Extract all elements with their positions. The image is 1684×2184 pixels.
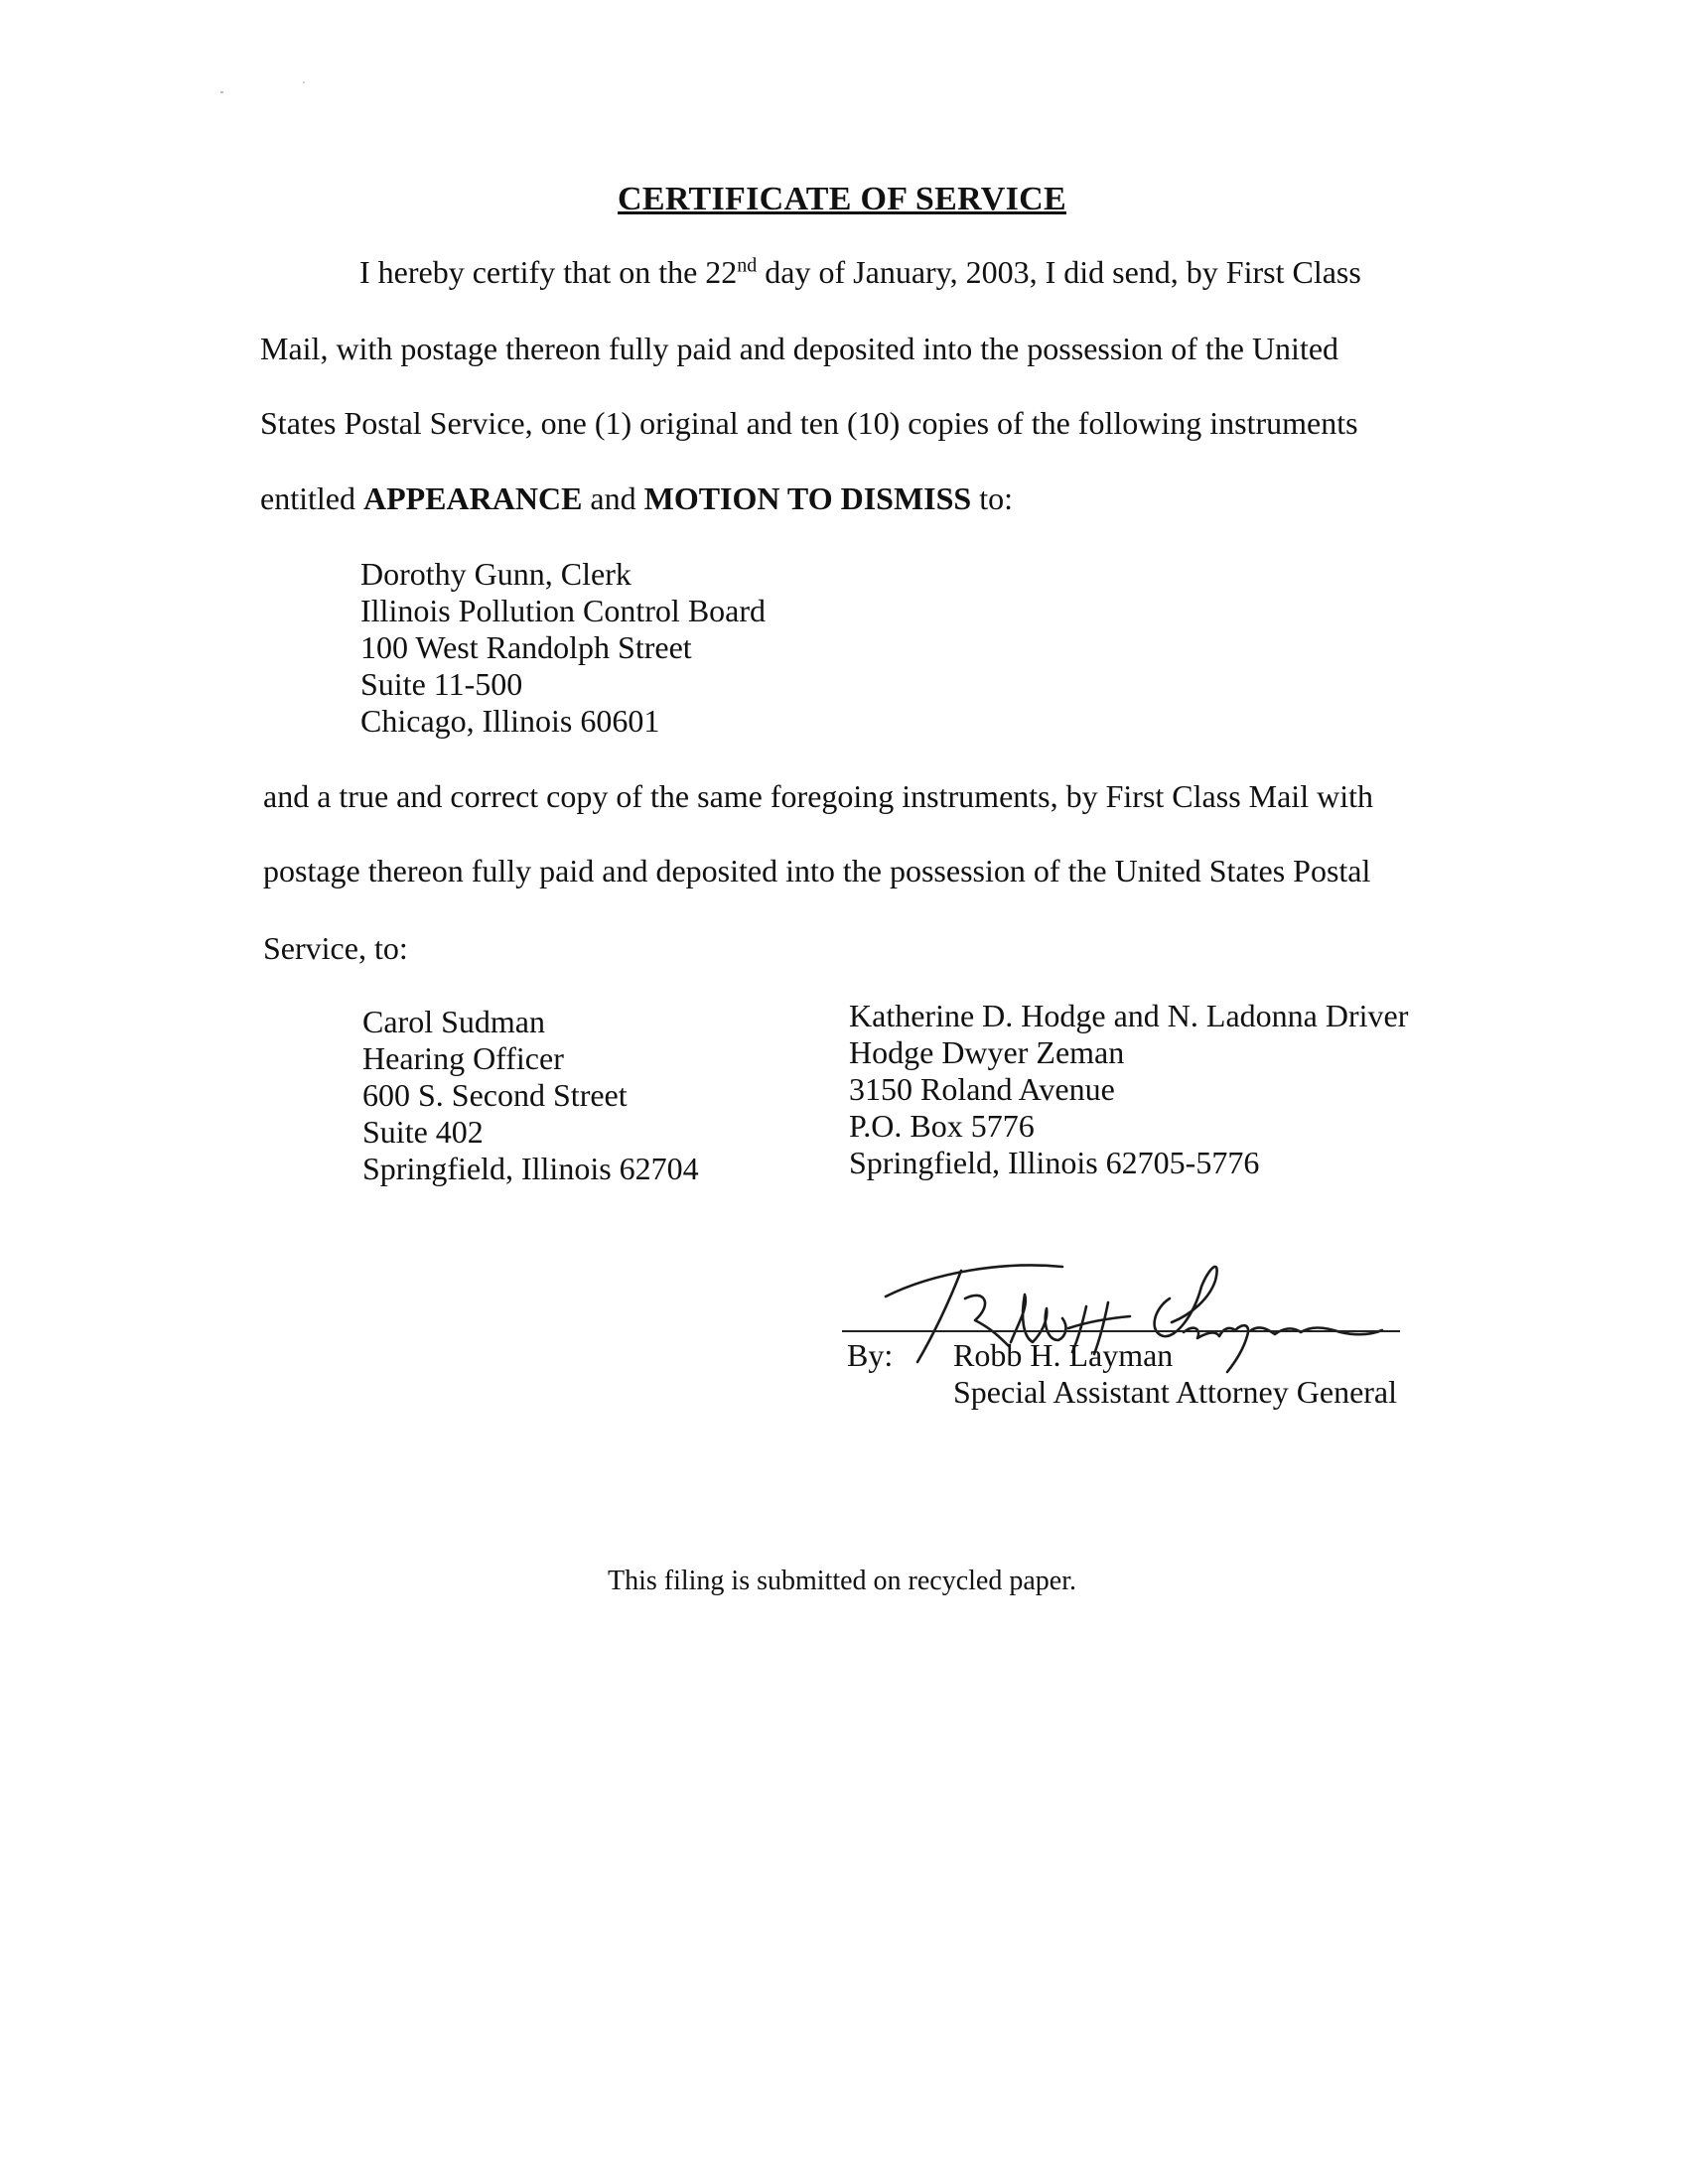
address-line: Illinois Pollution Control Board xyxy=(360,593,767,628)
address-line: Dorothy Gunn, Clerk xyxy=(360,556,632,592)
paragraph1-line4 xyxy=(260,480,1013,517)
paragraph1-line3: States Postal Service, one (1) original and ten (10) copies of the following instruments xyxy=(260,405,1358,441)
paragraph2-line1: and a true and correct copy of the same foregoing instruments, by First Class Mail with xyxy=(263,778,1373,814)
paragraph1-line1 xyxy=(359,254,1361,291)
address-line: Chicago, Illinois 60601 xyxy=(360,703,660,739)
address-block-hearing-officer xyxy=(362,1004,699,1187)
address-line: Springfield, Illinois 62705-5776 xyxy=(849,1145,1260,1180)
address-line: Katherine D. Hodge and N. Ladonna Driver xyxy=(849,998,1409,1033)
scan-speck xyxy=(220,91,223,93)
text-run: and xyxy=(582,480,644,516)
text-run: entitled xyxy=(260,480,363,516)
address-line: 3150 Roland Avenue xyxy=(849,1071,1115,1107)
instrument-title-appearance: APPEARANCE xyxy=(362,480,583,516)
address-block-clerk xyxy=(360,556,766,740)
recycled-paper-note: This filing is submitted on recycled paper. xyxy=(607,1566,1076,1596)
paragraph1-line2: Mail, with postage thereon fully paid and deposited into the possession of the United xyxy=(260,331,1339,366)
signature-line xyxy=(842,1330,1400,1332)
scan-speck xyxy=(303,81,305,83)
address-line: Carol Sudman xyxy=(362,1004,545,1039)
text-run: I hereby certify that on the 22 xyxy=(359,254,738,290)
paragraph2-line2: postage thereon fully paid and deposited into the possession of the United States Postal xyxy=(263,853,1371,888)
address-line: Springfield, Illinois 62704 xyxy=(362,1151,699,1186)
address-line: P.O. Box 5776 xyxy=(849,1108,1035,1144)
instrument-title-motion: MOTION TO DISMISS xyxy=(643,480,972,516)
document-title: CERTIFICATE OF SERVICE xyxy=(618,181,1066,217)
ordinal-suffix: nd xyxy=(737,254,758,277)
address-line: 600 S. Second Street xyxy=(362,1077,628,1113)
text-run: day of January, 2003, I did send, by First Class xyxy=(757,254,1361,290)
address-line: 100 West Randolph Street xyxy=(360,629,692,665)
address-block-counsel xyxy=(849,998,1408,1181)
address-line: Suite 11-500 xyxy=(360,666,523,702)
signer-name: Robb H. Layman xyxy=(953,1337,1174,1373)
address-line: Hearing Officer xyxy=(362,1040,564,1076)
paragraph2-line3: Service, to: xyxy=(263,930,408,966)
signer-position: Special Assistant Attorney General xyxy=(953,1374,1398,1410)
by-label: By: xyxy=(847,1337,894,1373)
signer-block xyxy=(953,1337,1397,1411)
text-run: to: xyxy=(971,480,1013,516)
address-line: Suite 402 xyxy=(362,1114,484,1150)
address-line: Hodge Dwyer Zeman xyxy=(849,1034,1125,1070)
